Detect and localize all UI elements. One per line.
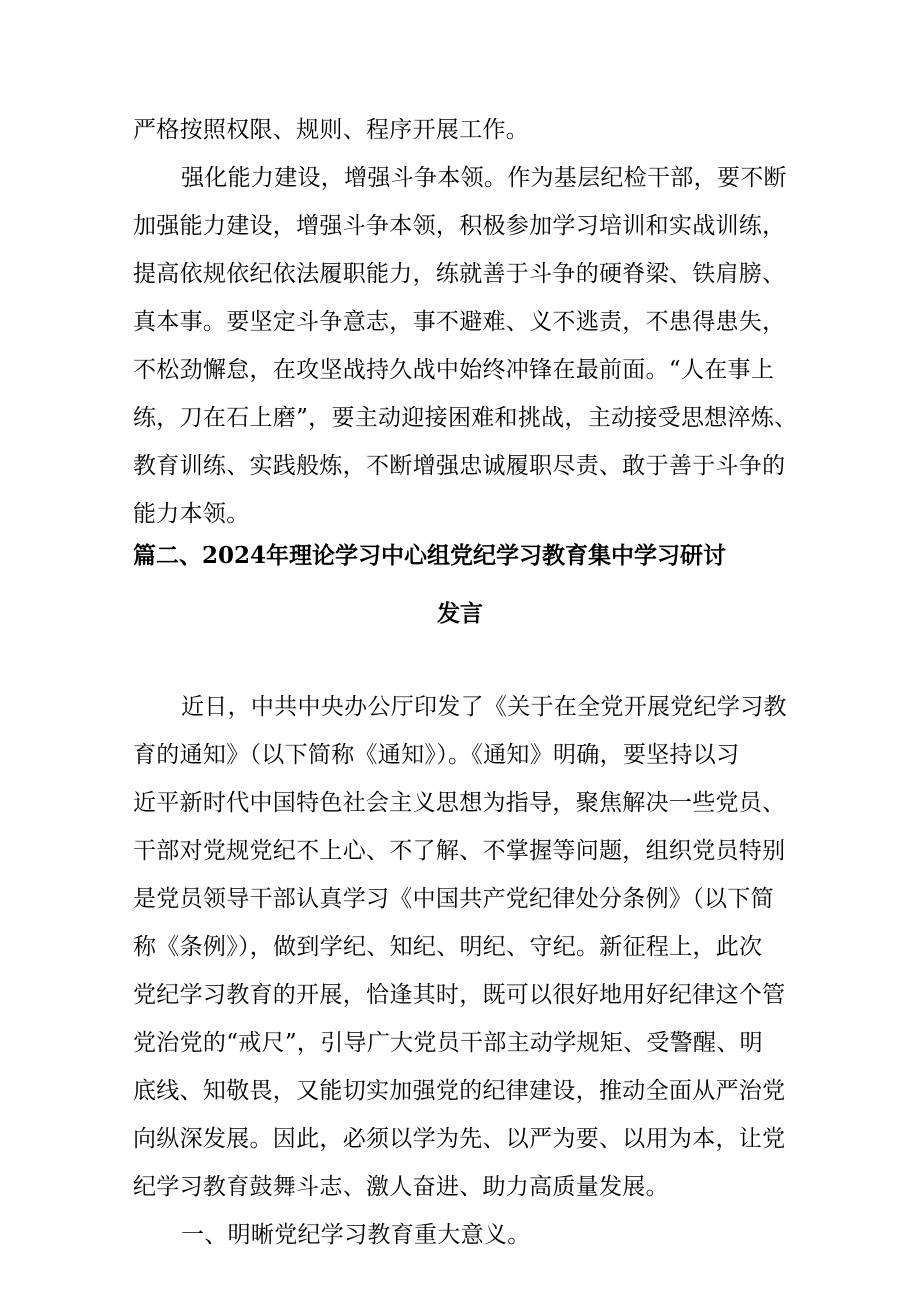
paragraph-line: 真本事。要坚定斗争意志，事不避难、义不逃责，不患得患失， <box>133 309 786 335</box>
paragraph-line: 练，刀在石上磨”，要主动迎接困难和挑战，主动接受思想淬炼、 <box>133 405 798 431</box>
paragraph-line: 干部对党规党纪不上心、不了解、不掌握等问题，组织党员特别 <box>133 838 786 864</box>
paragraph-line: 教育训练、实践般炼，不断增强忠诚履职尽责、敢于善于斗争的 <box>133 453 786 479</box>
section-title-continued: 发言 <box>437 600 483 627</box>
paragraph-line: 加强能力建设，增强斗争本领，积极参加学习培训和实战训练， <box>133 213 786 239</box>
paragraph-line: 近日，中共中央办公厅印发了《关于在全党开展党纪学习教 <box>181 694 787 720</box>
paragraph-line: 称《条例》），做到学纪、知纪、明纪、守纪。新征程上，此次 <box>133 934 763 960</box>
paragraph-line: 强化能力建设，增强斗争本领。作为基层纪检干部，要不断 <box>181 165 787 191</box>
paragraph-line: 纪学习教育鼓舞斗志、激人奋进、助力高质量发展。 <box>133 1174 669 1200</box>
paragraph-line: 能力本领。 <box>133 501 250 527</box>
paragraph-line: 是党员领导干部认真学习《中国共产党纪律处分条例》（以下简 <box>133 886 774 912</box>
paragraph-line: 底线、知敬畏，又能切实加强党的纪律建设，推动全面从严治党 <box>133 1078 786 1104</box>
subheading: 一、明晰党纪学习教育重大意义。 <box>181 1222 531 1248</box>
section-title: 篇二、2024年理论学习中心组党纪学习教育集中学习研讨 <box>133 542 727 569</box>
paragraph-line: 不松劲懈怠，在攻坚战持久战中始终冲锋在最前面。“人在事上 <box>133 357 775 383</box>
paragraph-line: 向纵深发展。因此，必须以学为先、以严为要、以用为本，让党 <box>133 1126 786 1152</box>
paragraph-line: 育的通知》（以下简称《通知》）。《通知》明确，要坚持以习 <box>133 742 740 768</box>
paragraph-line: 近平新时代中国特色社会主义思想为指导，聚焦解决一些党员、 <box>133 790 786 816</box>
paragraph-line: 党纪学习教育的开展，恰逢其时，既可以很好地用好纪律这个管 <box>133 982 786 1008</box>
paragraph-line: 党治党的“戒尺”，引导广大党员干部主动学规矩、受警醒、明 <box>133 1030 763 1056</box>
paragraph-line: 提高依规依纪依法履职能力，练就善于斗争的硬脊梁、铁肩膀、 <box>133 261 786 287</box>
paragraph-line: 严格按照权限、规则、程序开展工作。 <box>133 117 530 143</box>
